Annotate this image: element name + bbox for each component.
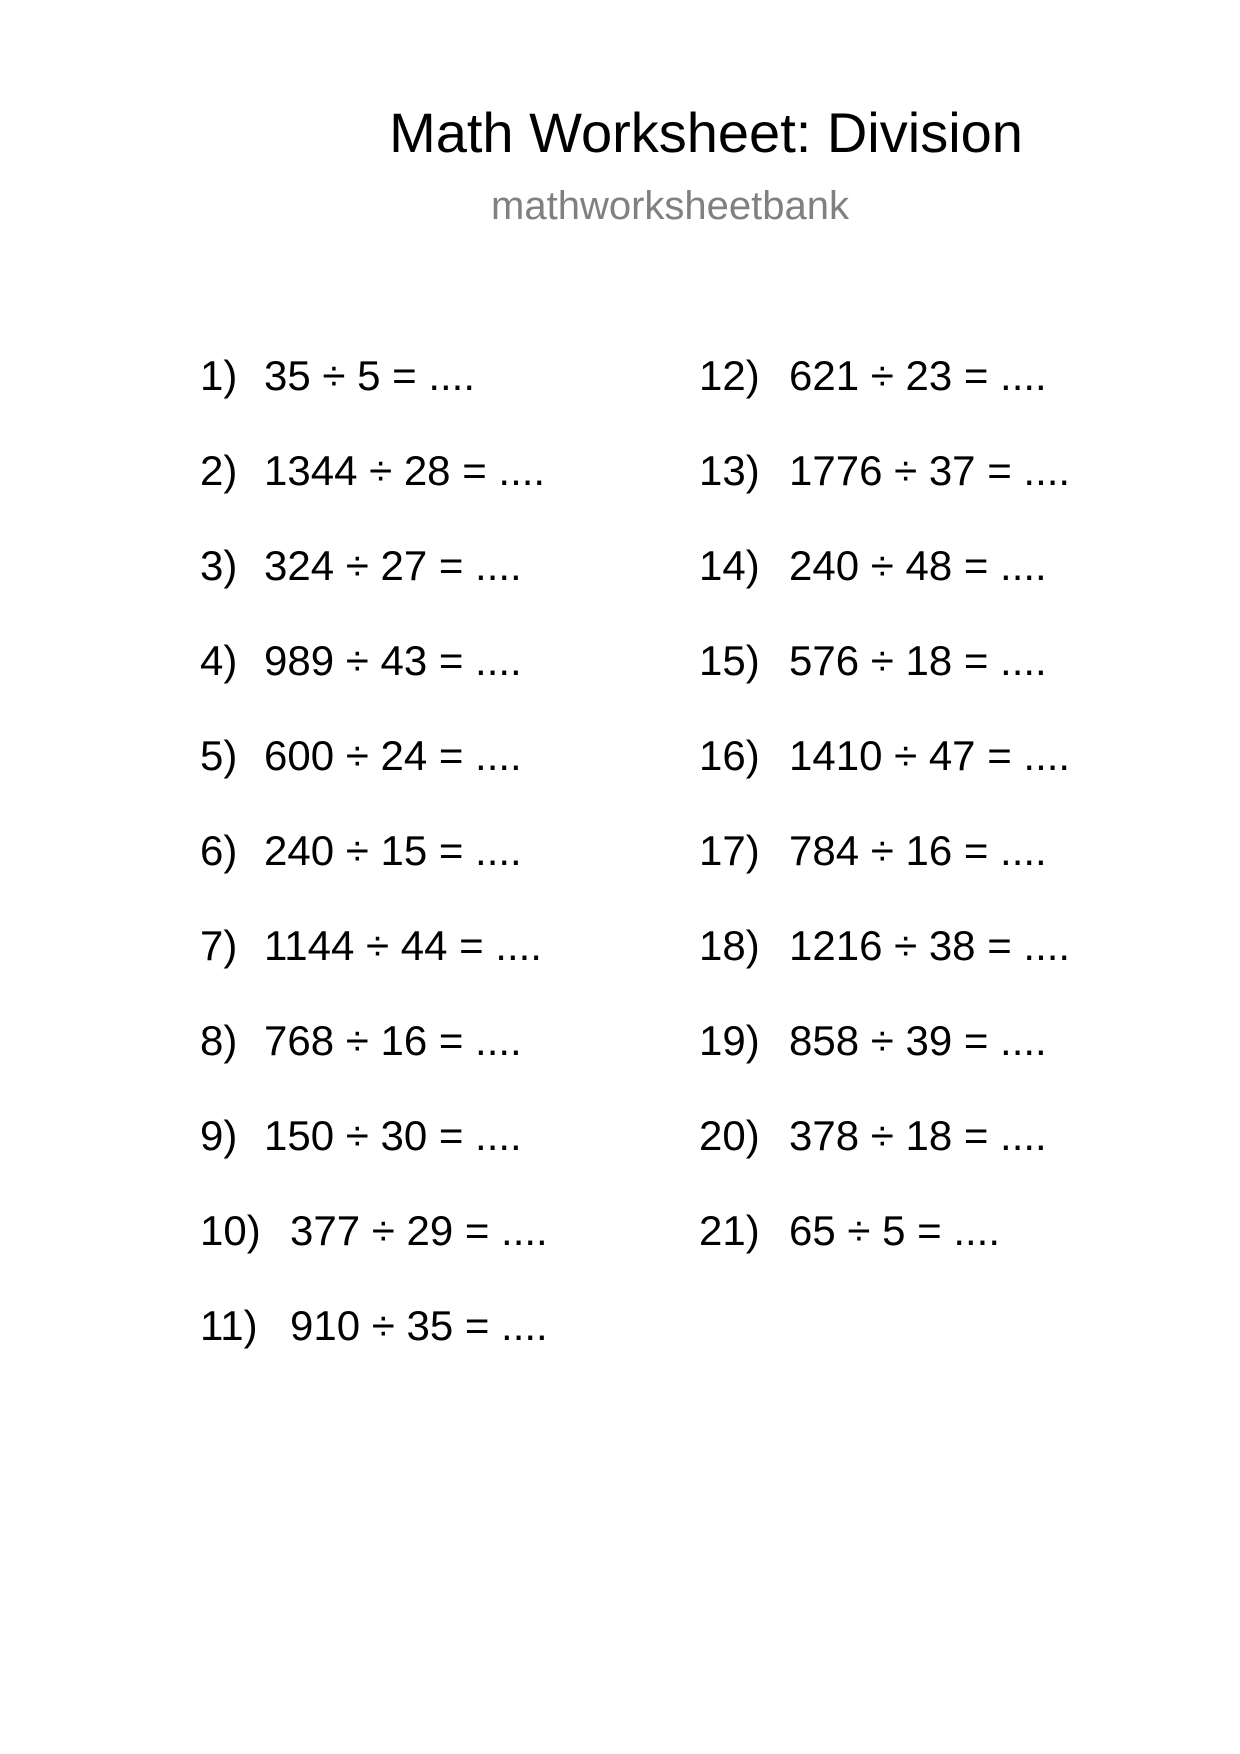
problem-item — [200, 1296, 548, 1391]
problem-expression: 324 ÷ 27 = .... — [264, 542, 522, 589]
problem-expression: 377 ÷ 29 = .... — [290, 1207, 548, 1254]
problem-number: 14) — [699, 542, 760, 589]
problem-expression: 35 ÷ 5 = .... — [264, 352, 476, 399]
problem-number: 21) — [699, 1207, 760, 1254]
problem-expression: 600 ÷ 24 = .... — [264, 732, 522, 779]
problem-expression: 989 ÷ 43 = .... — [264, 637, 522, 684]
problem-number: 16) — [699, 732, 760, 779]
problem-item — [699, 1011, 1070, 1106]
problem-expression: 1216 ÷ 38 = .... — [789, 922, 1071, 969]
problem-number: 8) — [200, 1017, 238, 1064]
problem-expression: 378 ÷ 18 = .... — [789, 1112, 1047, 1159]
problem-expression: 768 ÷ 16 = .... — [264, 1017, 522, 1064]
problem-item — [699, 346, 1070, 441]
problem-item — [699, 631, 1070, 726]
problem-expression: 65 ÷ 5 = .... — [789, 1207, 1001, 1254]
problem-expression: 1776 ÷ 37 = .... — [789, 447, 1071, 494]
problem-item — [200, 916, 548, 1011]
problem-number: 4) — [200, 637, 238, 684]
problem-item — [200, 536, 548, 631]
problem-number: 20) — [699, 1112, 760, 1159]
problem-item — [699, 1201, 1070, 1296]
problem-number: 10) — [200, 1207, 261, 1254]
problem-item — [200, 1201, 548, 1296]
problem-number: 12) — [699, 352, 760, 399]
problem-item — [699, 1106, 1070, 1201]
problem-number: 9) — [200, 1112, 238, 1159]
problem-expression: 621 ÷ 23 = .... — [789, 352, 1047, 399]
source-label: mathworksheetbank — [491, 184, 849, 228]
problem-expression: 240 ÷ 15 = .... — [264, 827, 522, 874]
problem-number: 5) — [200, 732, 238, 779]
problem-number: 15) — [699, 637, 760, 684]
problem-number: 13) — [699, 447, 760, 494]
problem-number: 7) — [200, 922, 238, 969]
problem-item — [699, 821, 1070, 916]
problem-item — [200, 1106, 548, 1201]
problem-expression: 576 ÷ 18 = .... — [789, 637, 1047, 684]
problem-expression: 1344 ÷ 28 = .... — [264, 447, 546, 494]
problem-number: 6) — [200, 827, 238, 874]
problem-number: 11) — [200, 1302, 258, 1349]
problem-number: 17) — [699, 827, 760, 874]
problem-column-left — [200, 346, 548, 1391]
problem-item — [699, 726, 1070, 821]
problem-item — [200, 441, 548, 536]
problem-number: 2) — [200, 447, 238, 494]
problem-item — [200, 1011, 548, 1106]
problem-expression: 240 ÷ 48 = .... — [789, 542, 1047, 589]
problem-item — [699, 536, 1070, 631]
problem-expression: 150 ÷ 30 = .... — [264, 1112, 522, 1159]
problem-item — [200, 726, 548, 821]
page-title: Math Worksheet: Division — [389, 101, 1023, 164]
problem-item — [200, 346, 548, 441]
problem-number: 1) — [200, 352, 238, 399]
problem-expression: 1144 ÷ 44 = .... — [264, 922, 542, 969]
problem-number: 19) — [699, 1017, 760, 1064]
problem-expression: 858 ÷ 39 = .... — [789, 1017, 1047, 1064]
problem-item — [200, 821, 548, 916]
problem-expression: 784 ÷ 16 = .... — [789, 827, 1047, 874]
problem-number: 18) — [699, 922, 760, 969]
problem-expression: 1410 ÷ 47 = .... — [789, 732, 1071, 779]
problem-expression: 910 ÷ 35 = .... — [290, 1302, 548, 1349]
problem-item — [200, 631, 548, 726]
problem-item — [699, 916, 1070, 1011]
problem-number: 3) — [200, 542, 238, 589]
problem-item — [699, 441, 1070, 536]
problem-column-right — [699, 346, 1070, 1296]
